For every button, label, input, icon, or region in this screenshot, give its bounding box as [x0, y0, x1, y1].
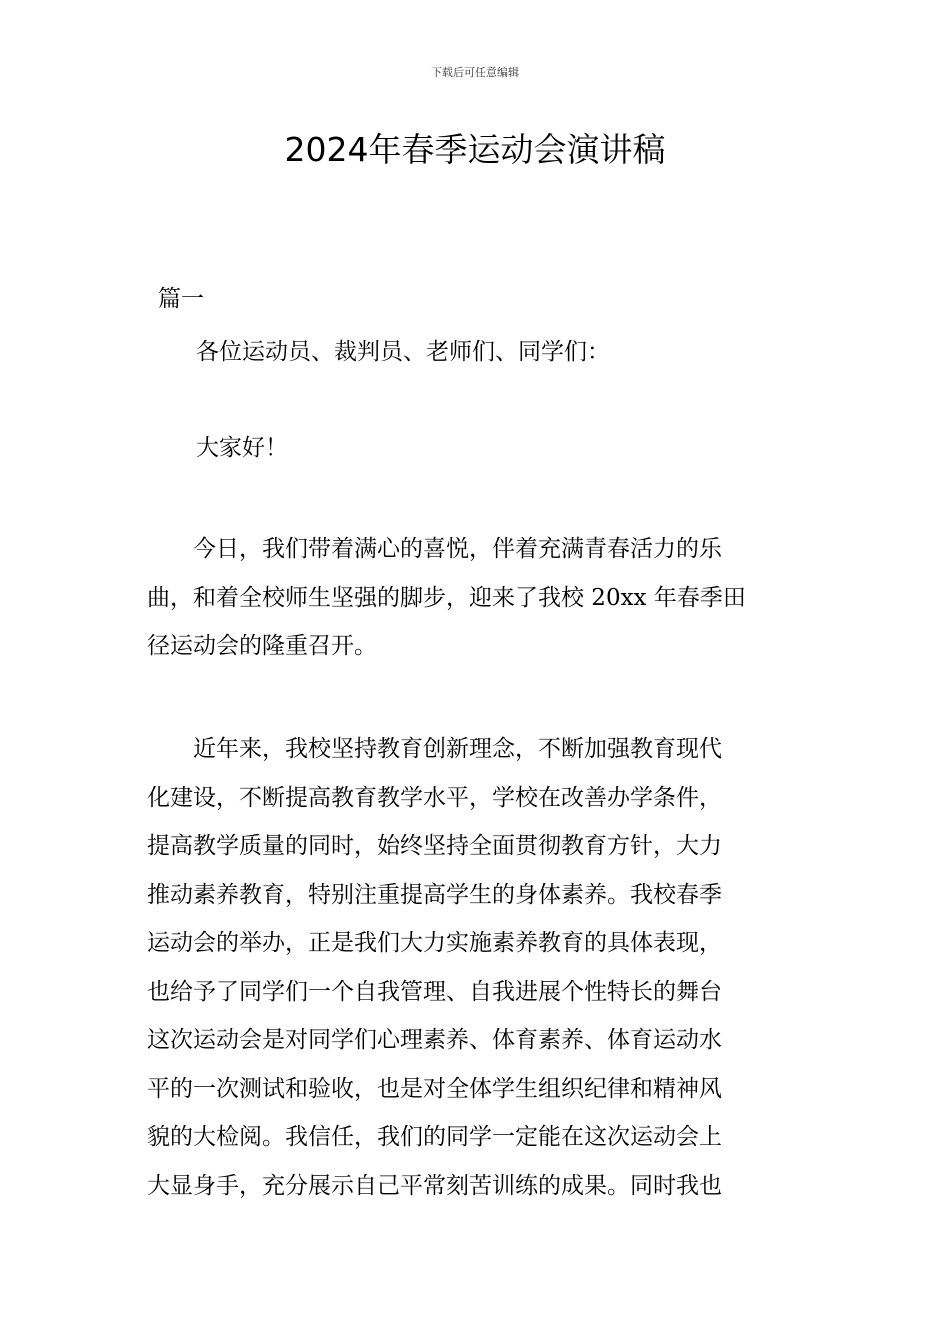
paragraph-2-line: 也给予了同学们一个自我管理、自我进展个性特长的舞台 [147, 978, 722, 1005]
paragraph-2-line: 大显身手，充分展示自己平常刻苦训练的成果。同时我也 [147, 1172, 722, 1199]
paragraph-2-line: 提高教学质量的同时，始终坚持全面贯彻教育方针，大力 [147, 833, 722, 859]
greeting-line [196, 328, 816, 377]
paragraph-2-line: 化建设，不断提高教育教学水平，学校在改善办学条件， [147, 784, 722, 811]
page-title: 2024年春季运动会演讲稿 [284, 130, 666, 169]
paragraph-2 [147, 725, 807, 1210]
paragraph-2-line: 运动会的举办，正是我们大力实施素养教育的具体表现， [147, 930, 722, 956]
section-label: 篇一 [158, 286, 204, 312]
header-note: 下载后可任意编辑 [431, 66, 519, 79]
paragraph-1 [147, 525, 807, 671]
paragraph-1-line: 曲，和着全校师生坚强的脚步，迎来了我校 20xx 年春季田 [147, 584, 746, 611]
paragraph-2-line: 这次运动会是对同学们心理素养、体育素养、体育运动水 [147, 1027, 722, 1053]
paragraph-2-line: 貌的大检阅。我信任，我们的同学一定能在这次运动会上 [147, 1124, 722, 1150]
paragraph-1-line: 今日，我们带着满心的喜悦，伴着充满青春活力的乐 [193, 536, 722, 562]
paragraph-2-line: 平的一次测试和验收，也是对全体学生组织纪律和精神风 [147, 1075, 722, 1102]
hello-text: 大家好！ [196, 435, 288, 461]
hello-line [196, 424, 816, 473]
greeting-text: 各位运动员、裁判员、老师们、同学们： [196, 339, 610, 365]
paragraph-2-line: 推动素养教育，特别注重提高学生的身体素养。我校春季 [147, 881, 722, 908]
paragraph-2-line: 近年来，我校坚持教育创新理念，不断加强教育现代 [193, 736, 722, 762]
paragraph-1-line: 径运动会的隆重召开。 [147, 633, 377, 659]
